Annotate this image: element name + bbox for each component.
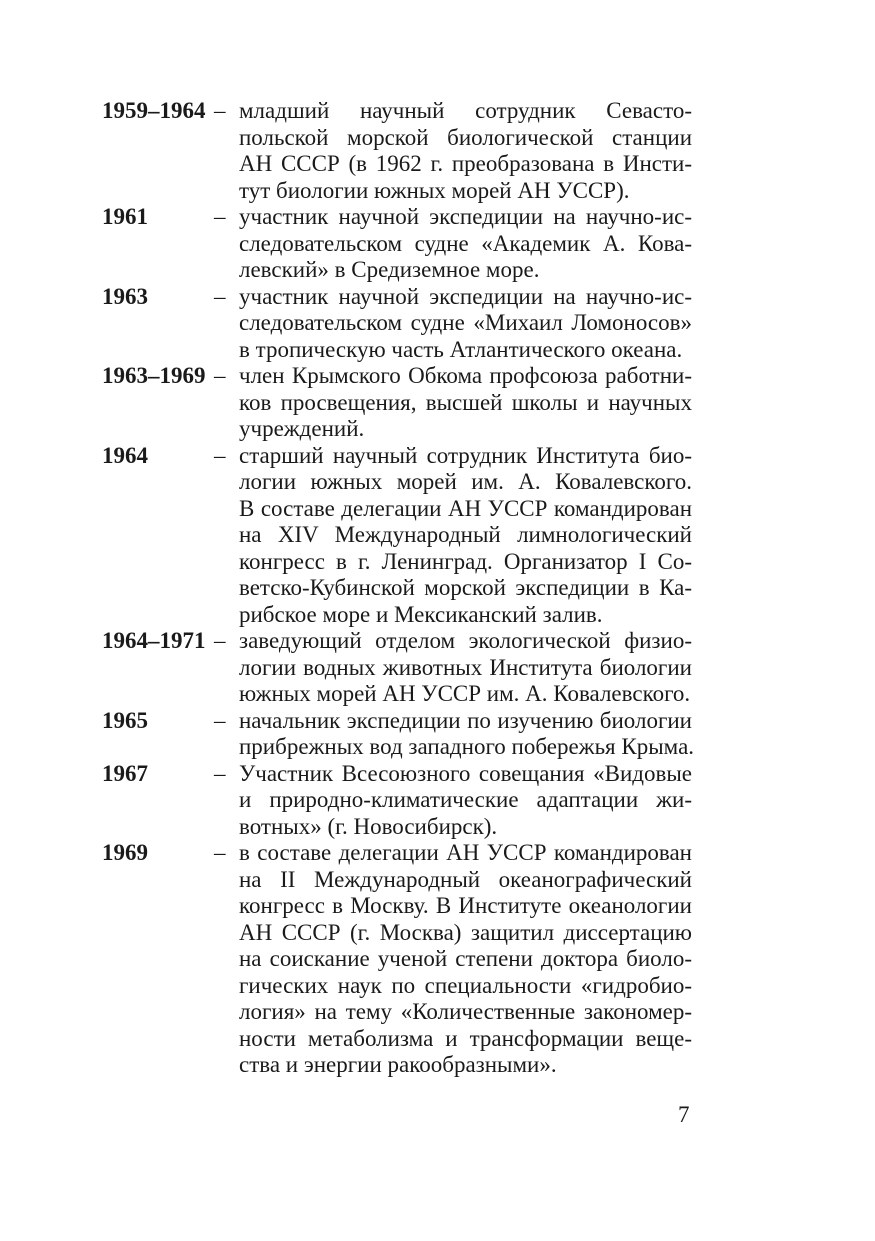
entry-description	[239, 98, 692, 204]
page-number: 7	[678, 1102, 690, 1127]
entry-year: 1959–1964	[102, 98, 206, 123]
description-line: участник научной экспедиции на научно-ис-	[239, 283, 692, 309]
description-line: рибское море и Мексиканский залив.	[239, 601, 603, 627]
entry-description	[239, 840, 692, 1079]
entry-description	[239, 284, 692, 364]
description-line: тут биологии южных морей АН УССР).	[239, 177, 630, 203]
description-line: на II Международный океанографический	[239, 866, 692, 892]
description-line: логия» на тему «Количественные закономер-	[239, 999, 692, 1024]
description-line: В составе делегации АН УССР командирован	[239, 495, 692, 521]
description-line: на соискание ученой степени доктора биоло-	[239, 946, 692, 971]
entry-dash: –	[214, 628, 226, 653]
entry-description	[239, 761, 692, 841]
description-line: прибрежных вод западного побережья Крыма.	[239, 734, 695, 759]
entry-dash: –	[214, 760, 226, 786]
entry-description	[239, 363, 692, 443]
description-line: АН СССР (в 1962 г. преобразована в Инсти-	[239, 151, 692, 176]
chronology-entry	[102, 761, 692, 841]
entry-dash: –	[214, 442, 226, 468]
description-line: логии южных морей им. А. Ковалевского.	[239, 469, 692, 494]
description-line: АН СССР (г. Москва) защитил диссертацию	[239, 919, 692, 945]
description-line: левский» в Средиземное море.	[239, 257, 540, 282]
entry-year: 1963	[102, 283, 148, 309]
chronology-entry	[102, 98, 692, 204]
chronology-list	[102, 98, 695, 1079]
entry-year: 1967	[102, 760, 148, 786]
chronology-entry	[102, 363, 692, 443]
entry-year: 1964–1971	[102, 628, 206, 653]
description-line: на XIV Международный лимнологический	[239, 522, 692, 547]
entry-description	[239, 707, 695, 761]
description-line: член Крымского Обкома профсоюза работни-	[239, 363, 692, 388]
entry-year: 1964	[102, 442, 148, 468]
entry-dash: –	[214, 707, 226, 733]
chronology-entry	[102, 204, 692, 284]
entry-dash: –	[214, 363, 226, 388]
entry-dash: –	[214, 283, 226, 309]
chronology-entry	[102, 707, 695, 761]
description-line: следовательском судне «Михаил Ломоносов»	[239, 310, 692, 335]
description-line: в составе делегации АН УССР командирован	[239, 840, 692, 865]
entry-year: 1961	[102, 204, 148, 229]
description-line: в тропическую часть Атлантического океана.	[239, 336, 683, 362]
entry-description	[239, 628, 692, 708]
entry-year: 1965	[102, 707, 148, 733]
description-line: ности метаболизма и трансформации веще-	[239, 1025, 692, 1051]
description-line: старший научный сотрудник Института био-	[239, 442, 692, 468]
description-line: заведующий отделом экологической физио-	[239, 628, 692, 653]
description-line: участник научной экспедиции на научно-ис-	[239, 204, 692, 229]
description-line: учреждений.	[239, 416, 365, 441]
description-line: ства и энергии ракообразными».	[239, 1052, 557, 1077]
chronology-entry	[102, 840, 692, 1079]
description-line: конгресс в г. Ленинград. Организатор I Со-	[239, 548, 692, 574]
description-line: следовательском судне «Академик А. Кова-	[239, 230, 692, 256]
description-line: ков просвещения, высшей школы и научных	[239, 389, 692, 415]
entry-description	[239, 443, 692, 629]
description-line: и природно-климатические адаптации жи-	[239, 787, 692, 812]
description-line: южных морей АН УССР им. А. Ковалевского.	[239, 681, 691, 706]
entry-description	[239, 204, 692, 284]
description-line: младший научный сотрудник Севасто-	[239, 98, 692, 123]
entry-dash: –	[214, 840, 226, 865]
description-line: конгресс в Москву. В Институте океанологии	[239, 893, 692, 918]
description-line: Участник Всесоюзного совещания «Видовые	[239, 760, 692, 786]
entry-dash: –	[214, 98, 226, 123]
entry-year: 1969	[102, 840, 148, 865]
entry-year: 1963–1969	[102, 363, 206, 388]
entry-dash: –	[214, 204, 226, 229]
description-line: логии водных животных Института биологии	[239, 654, 692, 680]
chronology-entry	[102, 284, 692, 364]
description-line: польской морской биологической станции	[239, 124, 692, 150]
description-line: гических наук по специальности «гидробио-	[239, 972, 692, 998]
description-line: начальник экспедиции по изучению биологии	[239, 707, 692, 733]
chronology-entry	[102, 443, 692, 629]
description-line: вотных» (г. Новосибирск).	[239, 813, 498, 839]
description-line: ветско-Кубинской морской экспедиции в Ка-	[239, 575, 692, 600]
chronology-entry	[102, 628, 692, 708]
